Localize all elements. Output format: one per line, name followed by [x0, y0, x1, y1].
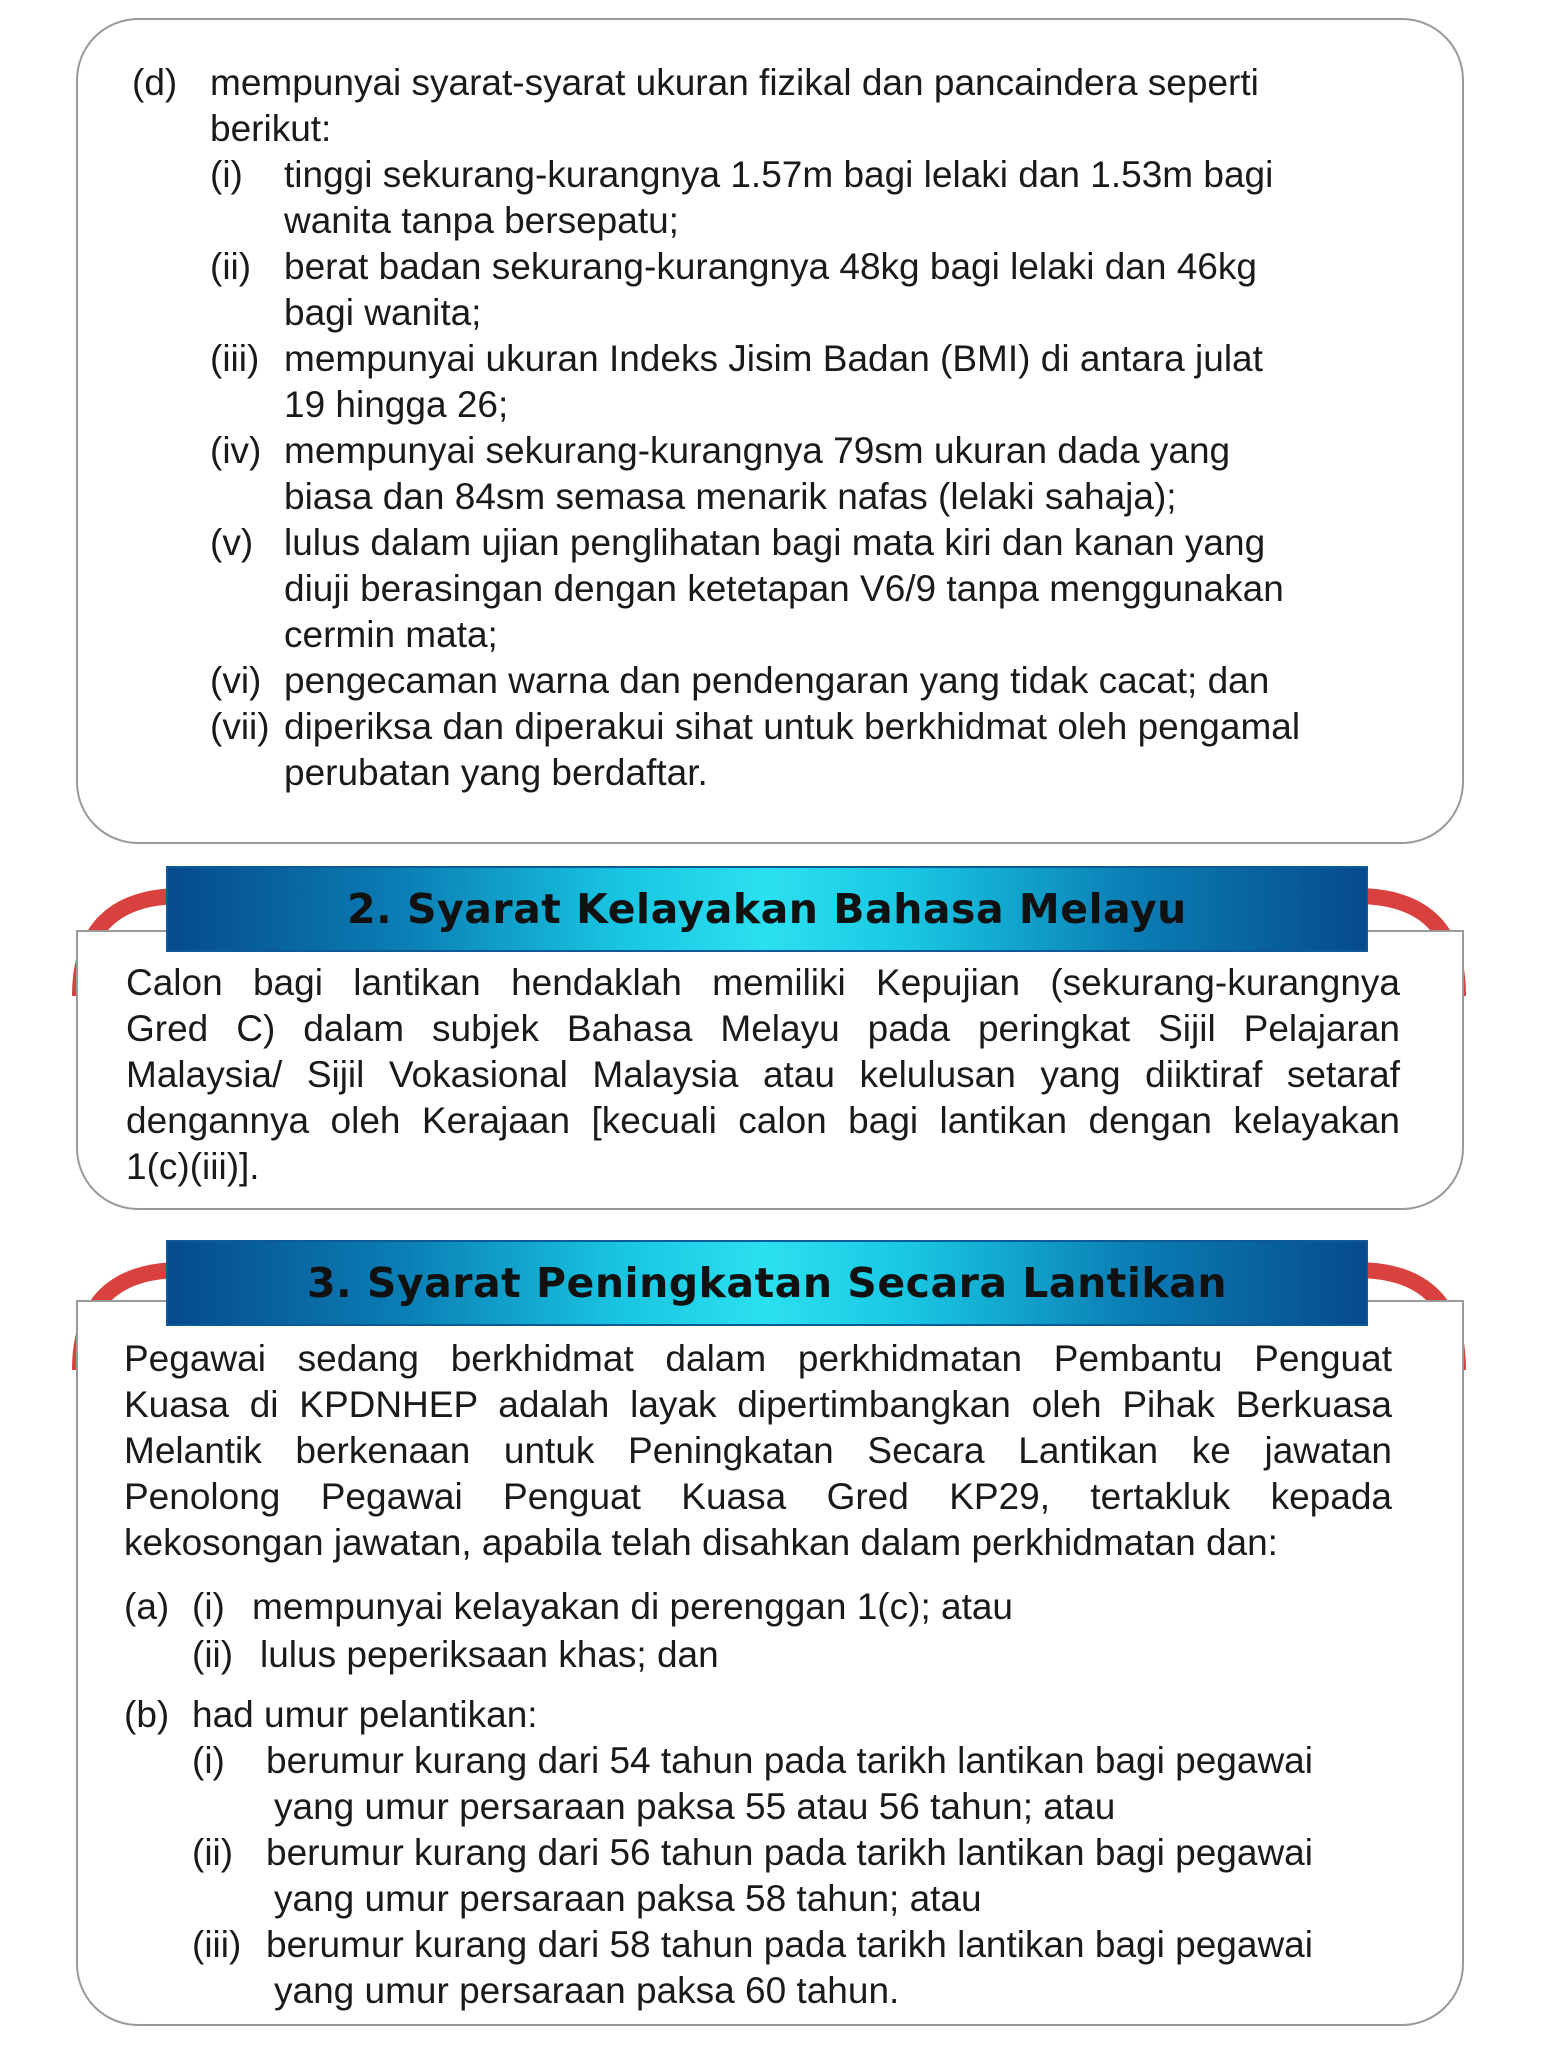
paragraph-line: dengannya oleh Kerajaan [kecuali calon bagi lantikan dengan kelayakan — [126, 1100, 1400, 1141]
list-item-text: bagi wanita; — [284, 292, 482, 333]
section-title: 3. Syarat Peningkatan Secara Lantikan — [306, 1259, 1228, 1307]
list-item-marker: (v) — [210, 522, 254, 563]
section-banner — [166, 1240, 1368, 1326]
paragraph-line: 1(c)(iii)]. — [126, 1146, 260, 1187]
list-item-text: diperiksa dan diperakui sihat untuk berkhidmat oleh pengamal — [284, 706, 1301, 747]
list-item-text: lulus peperiksaan khas; dan — [260, 1634, 719, 1675]
list-item-text: berumur kurang dari 58 tahun pada tarikh lantikan bagi pegawai — [266, 1924, 1313, 1965]
list-item-text: mempunyai ukuran Indeks Jisim Badan (BMI) di antara julat — [284, 338, 1263, 379]
list-item-marker: (i) — [210, 154, 243, 195]
list-item-text: cermin mata; — [284, 614, 498, 655]
list-item-text: berat badan sekurang-kurangnya 48kg bagi lelaki dan 46kg — [284, 246, 1257, 287]
paragraph-line: Malaysia/ Sijil Vokasional Malaysia atau kelulusan yang diiktiraf setaraf — [126, 1054, 1400, 1095]
section-d-intro: berikut: — [210, 108, 332, 149]
list-item-marker: (ii) — [210, 246, 252, 287]
paragraph-line: Penolong Pegawai Penguat Kuasa Gred KP29, tertakluk kepada — [124, 1476, 1392, 1517]
section-title: 2. Syarat Kelayakan Bahasa Melayu — [347, 885, 1187, 933]
list-item-marker: (iii) — [210, 338, 260, 379]
paragraph-line: kekosongan jawatan, apabila telah disahkan dalam perkhidmatan dan: — [124, 1522, 1278, 1563]
section-d-marker: (d) — [132, 62, 178, 103]
list-item-marker: (i) — [192, 1586, 225, 1627]
paragraph-line: Melantik berkenaan untuk Peningkatan Secara Lantikan ke jawatan — [124, 1430, 1392, 1471]
list-item-marker: (iii) — [192, 1924, 242, 1965]
paragraph-line: Kuasa di KPDNHEP adalah layak dipertimbangkan oleh Pihak Berkuasa — [124, 1384, 1392, 1425]
paragraph-line: Pegawai sedang berkhidmat dalam perkhidmatan Pembantu Penguat — [124, 1338, 1392, 1379]
list-item-marker: (ii) — [192, 1832, 234, 1873]
list-item-text: mempunyai kelayakan di perenggan 1(c); atau — [252, 1586, 1014, 1627]
list-item-marker: (ii) — [192, 1634, 234, 1675]
list-item-text: diuji berasingan dengan ketetapan V6/9 tanpa menggunakan — [284, 568, 1284, 609]
list-item-marker: (iv) — [210, 430, 262, 471]
list-item-text: pengecaman warna dan pendengaran yang tidak cacat; dan — [284, 660, 1270, 701]
list-item-text: yang umur persaraan paksa 55 atau 56 tahun; atau — [274, 1786, 1116, 1827]
list-item-text: wanita tanpa bersepatu; — [284, 200, 679, 241]
sub-item-text: had umur pelantikan: — [192, 1694, 538, 1735]
list-item-text: 19 hingga 26; — [284, 384, 509, 425]
section-d-intro: mempunyai syarat-syarat ukuran fizikal dan pancaindera seperti — [210, 62, 1259, 103]
list-item-text: berumur kurang dari 56 tahun pada tarikh lantikan bagi pegawai — [266, 1832, 1313, 1873]
sub-item-marker: (a) — [124, 1586, 170, 1627]
list-item-text: yang umur persaraan paksa 60 tahun. — [274, 1970, 900, 2011]
list-item-text: perubatan yang berdaftar. — [284, 752, 708, 793]
list-item-text: lulus dalam ujian penglihatan bagi mata kiri dan kanan yang — [284, 522, 1266, 563]
paragraph-line: Gred C) dalam subjek Bahasa Melayu pada peringkat Sijil Pelajaran — [126, 1008, 1400, 1049]
list-item-text: berumur kurang dari 54 tahun pada tarikh lantikan bagi pegawai — [266, 1740, 1313, 1781]
sub-item-marker: (b) — [124, 1694, 170, 1735]
list-item-marker: (i) — [192, 1740, 225, 1781]
section-banner — [166, 866, 1368, 952]
list-item-text: mempunyai sekurang-kurangnya 79sm ukuran dada yang — [284, 430, 1231, 471]
list-item-marker: (vi) — [210, 660, 262, 701]
list-item-text: biasa dan 84sm semasa menarik nafas (lelaki sahaja); — [284, 476, 1177, 517]
list-item-text: yang umur persaraan paksa 58 tahun; atau — [274, 1878, 982, 1919]
list-item-text: tinggi sekurang-kurangnya 1.57m bagi lelaki dan 1.53m bagi — [284, 154, 1274, 195]
paragraph-line: Calon bagi lantikan hendaklah memiliki Kepujian (sekurang-kurangnya — [126, 962, 1400, 1003]
list-item-marker: (vii) — [210, 706, 270, 747]
